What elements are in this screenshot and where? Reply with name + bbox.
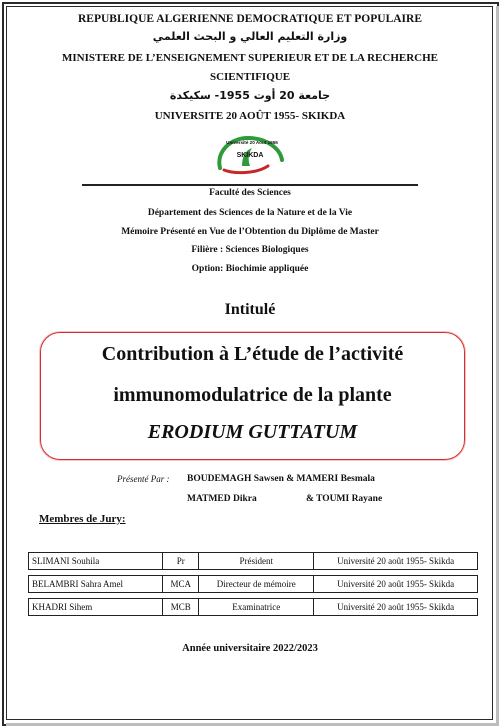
filiere: Filière : Sciences Biologiques (191, 245, 309, 255)
table-row (29, 599, 478, 616)
jury-name: SLIMANI Souhila (29, 553, 163, 570)
academic-year: Année universitaire 2022/2023 (182, 643, 318, 654)
jury-institution: Université 20 août 1955- Skikda (314, 599, 478, 616)
university-name: UNIVERSITE 20 AOÛT 1955- SKIKDA (154, 110, 346, 122)
jury-institution: Université 20 août 1955- Skikda (314, 576, 478, 593)
jury-role: Examinatrice (199, 599, 314, 616)
university-arabic: جامعة 20 أوت 1955- سكيكدة (169, 89, 331, 102)
logo-arc-text: Université 20 Aout 1955 (226, 140, 278, 145)
presented-by-label: Présenté Par : (117, 474, 170, 484)
header-divider (82, 184, 418, 186)
title-line-1: Contribution à L’étude de l’activité (101, 343, 404, 365)
jury-table (28, 552, 478, 616)
memoire-purpose: Mémoire Présenté en Vue de l’Obtention du Diplôme de Master (121, 227, 379, 237)
presenter-matmed: MATMED Dikra (187, 494, 257, 504)
page-shadow-bottom (6, 723, 499, 726)
ministry-line-1: MINISTERE DE L’ENSEIGNEMENT SUPERIEUR ET DE LA RECHERCHE (61, 52, 439, 64)
jury-institution: Université 20 août 1955- Skikda (314, 553, 478, 570)
jury-heading: Membres de Jury: (39, 513, 126, 525)
jury-role: Directeur de mémoire (199, 576, 314, 593)
table-row (29, 553, 478, 570)
presenters-line-1: BOUDEMAGH Sawsen & MAMERI Besmala (187, 474, 375, 484)
faculty: Faculté des Sciences (209, 188, 291, 198)
university-logo (212, 130, 288, 176)
logo-name: SKIKDA (236, 152, 264, 159)
jury-role: Président (199, 553, 314, 570)
jury-name: KHADRI Sihem (29, 599, 163, 616)
table-row (29, 576, 478, 593)
jury-name: BELAMBRI Sahra Amel (29, 576, 163, 593)
department: Département des Sciences de la Nature et de la Vie (147, 208, 353, 218)
jury-grade: MCB (163, 599, 199, 616)
title-line-2: immunomodulatrice de la plante (113, 384, 392, 406)
ministry-line-2: SCIENTIFIQUE (209, 71, 291, 83)
jury-grade: Pr (163, 553, 199, 570)
option: Option: Biochimie appliquée (191, 264, 309, 274)
ministry-arabic: وزارة التعليم العالي و البحث العلمي (152, 30, 348, 43)
presenter-toumi: & TOUMI Rayane (306, 494, 383, 504)
republic-heading: REPUBLIQUE ALGERIENNE DEMOCRATIQUE ET POPULAIRE (78, 13, 422, 25)
jury-grade: MCA (163, 576, 199, 593)
intitule-heading: Intitulé (224, 301, 276, 318)
title-line-3: ERODIUM GUTTATUM (147, 421, 358, 443)
